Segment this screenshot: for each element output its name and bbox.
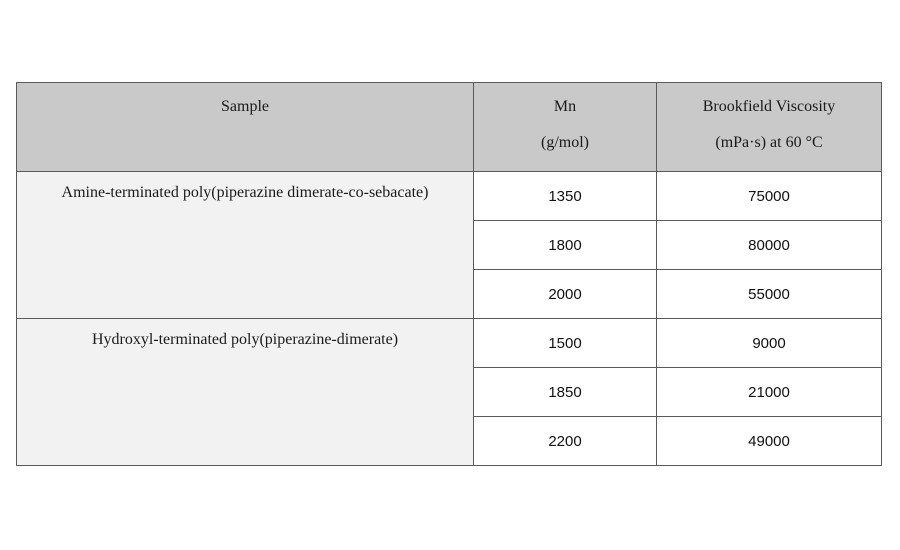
mn-cell: 2200 [474,417,657,466]
viscosity-cell: 75000 [657,172,882,221]
header-viscosity [657,83,882,172]
mn-cell: 1500 [474,319,657,368]
header-mn-line2: (g/mol) [541,134,589,151]
mn-cell: 1350 [474,172,657,221]
header-mn-line1: Mn [553,98,577,115]
viscosity-cell: 21000 [657,368,882,417]
sample-name-cell: Hydroxyl-terminated poly(piperazine-dimerate) [17,319,474,466]
table-row [17,319,882,368]
data-table [16,82,882,466]
mn-cell: 1800 [474,221,657,270]
table-row [17,172,882,221]
viscosity-cell: 49000 [657,417,882,466]
header-sample: Sample [17,83,474,172]
viscosity-cell: 80000 [657,221,882,270]
header-mn [474,83,657,172]
mn-cell: 1850 [474,368,657,417]
header-row [17,83,882,172]
header-viscosity-line1: Brookfield Viscosity [702,98,836,115]
header-viscosity-line2: (mPa·s) at 60 °C [715,134,823,151]
viscosity-cell: 55000 [657,270,882,319]
mn-cell: 2000 [474,270,657,319]
viscosity-cell: 9000 [657,319,882,368]
sample-name-cell: Amine-terminated poly(piperazine dimerate-co-sebacate) [17,172,474,319]
